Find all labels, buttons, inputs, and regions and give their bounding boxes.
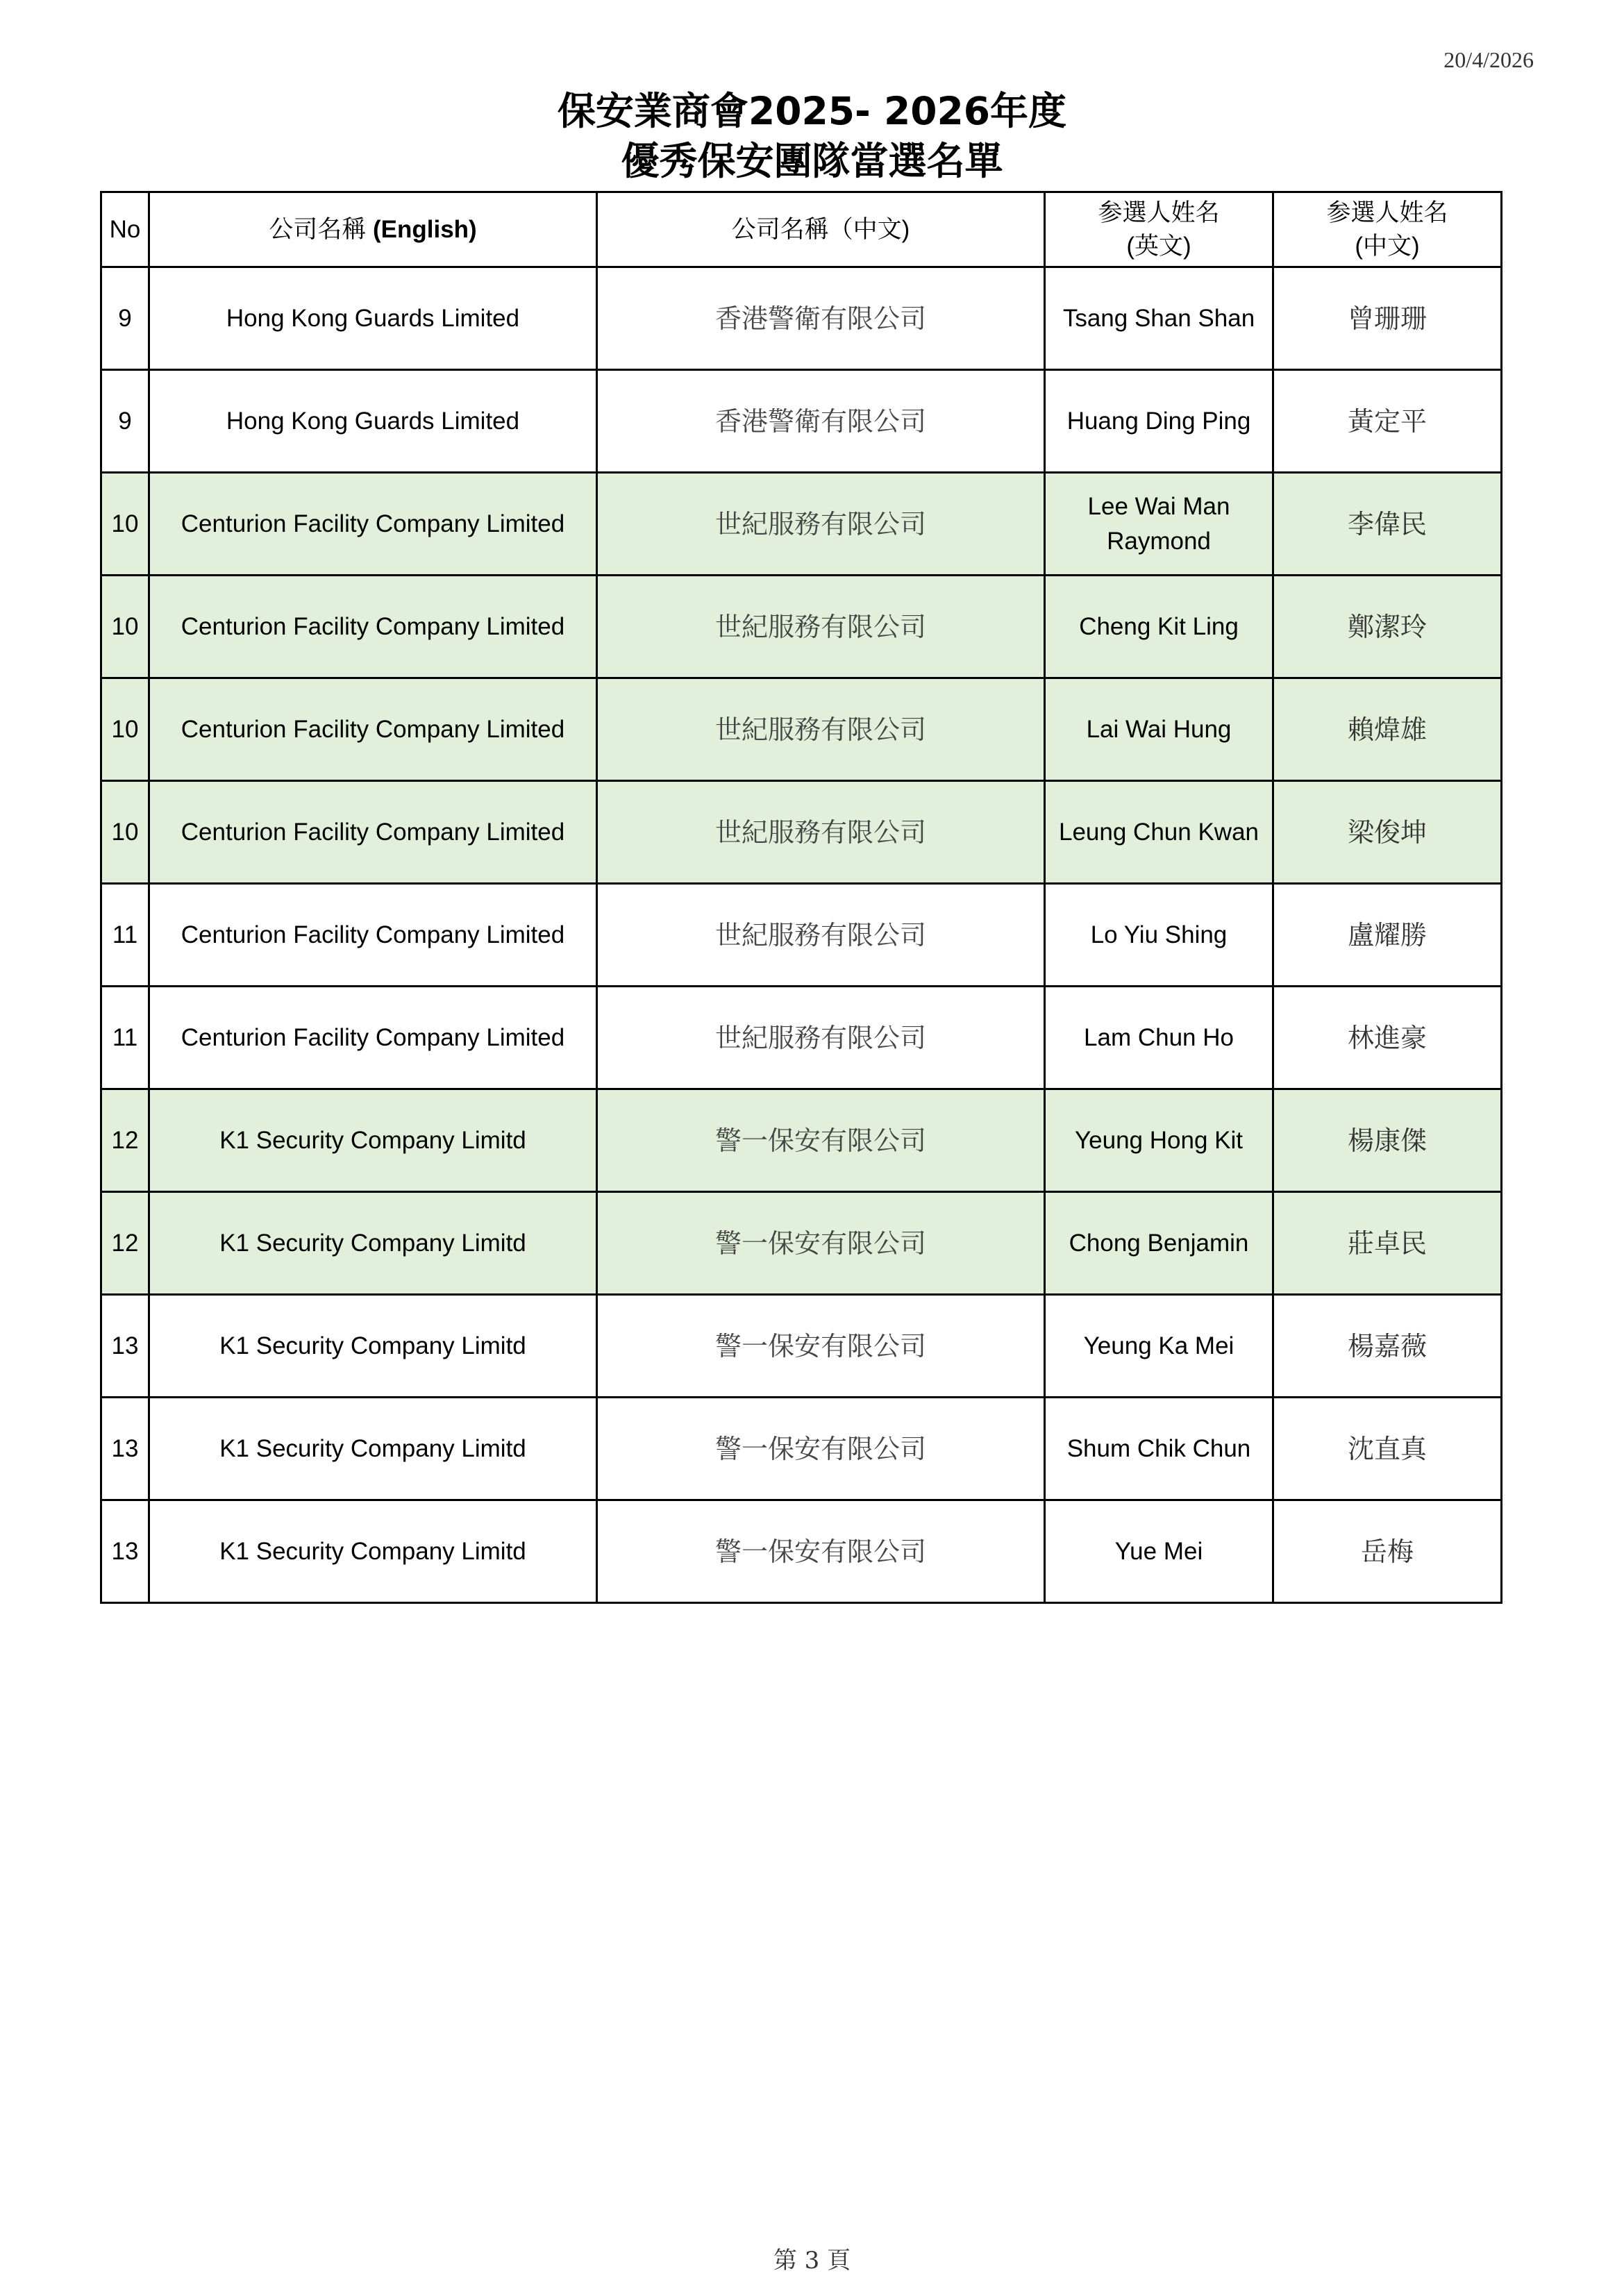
table-row	[101, 884, 1502, 987]
table-row	[101, 267, 1502, 370]
cell-name-en: Yeung Hong Kit	[1045, 1089, 1273, 1192]
cell-company-zh: 世紀服務有限公司	[597, 473, 1045, 576]
cell-name-en: Lam Chun Ho	[1045, 987, 1273, 1089]
document-title-line-1: 保安業商會2025- 2026年度	[557, 89, 1067, 133]
cell-company-zh: 香港警衛有限公司	[597, 267, 1045, 370]
header-company-en-suffix: (English)	[373, 215, 477, 243]
cell-name-en: Lo Yiu Shing	[1045, 884, 1273, 987]
table-row	[101, 1089, 1502, 1192]
table-row	[101, 473, 1502, 576]
cell-no: 12	[101, 1089, 149, 1192]
cell-no: 13	[101, 1295, 149, 1398]
header-company-en	[149, 192, 597, 267]
cell-company-zh: 警一保安有限公司	[597, 1295, 1045, 1398]
header-company-zh: 公司名稱（中文)	[597, 192, 1045, 267]
table-header-row	[101, 192, 1502, 267]
cell-name-en: Lai Wai Hung	[1045, 678, 1273, 781]
cell-company-en: Centurion Facility Company Limited	[149, 781, 597, 884]
header-no: No	[101, 192, 149, 267]
cell-name-zh: 盧耀勝	[1273, 884, 1502, 987]
cell-company-zh: 世紀服務有限公司	[597, 884, 1045, 987]
table-row	[101, 781, 1502, 884]
cell-company-en: Centurion Facility Company Limited	[149, 884, 597, 987]
cell-no: 9	[101, 370, 149, 473]
cell-company-zh: 世紀服務有限公司	[597, 576, 1045, 678]
table-row	[101, 678, 1502, 781]
cell-no: 10	[101, 781, 149, 884]
header-name-zh-line-1: 参選人姓名	[1326, 199, 1448, 226]
table-row	[101, 987, 1502, 1089]
table-row	[101, 370, 1502, 473]
cell-company-zh: 警一保安有限公司	[597, 1398, 1045, 1500]
cell-name-en: Tsang Shan Shan	[1045, 267, 1273, 370]
header-name-en	[1045, 192, 1273, 267]
cell-name-en: Lee Wai Man Raymond	[1045, 473, 1273, 576]
table-row	[101, 1398, 1502, 1500]
cell-company-en: Centurion Facility Company Limited	[149, 987, 597, 1089]
cell-name-en: Yue Mei	[1045, 1500, 1273, 1603]
cell-name-zh: 楊嘉薇	[1273, 1295, 1502, 1398]
cell-name-zh: 賴煒雄	[1273, 678, 1502, 781]
cell-name-en: Cheng Kit Ling	[1045, 576, 1273, 678]
header-name-en-line-2: (英文)	[1126, 232, 1191, 260]
cell-no: 13	[101, 1398, 149, 1500]
cell-no: 11	[101, 987, 149, 1089]
cell-no: 10	[101, 576, 149, 678]
cell-company-en: Centurion Facility Company Limited	[149, 576, 597, 678]
table-row	[101, 1500, 1502, 1603]
cell-company-zh: 警一保安有限公司	[597, 1089, 1045, 1192]
cell-name-en: Leung Chun Kwan	[1045, 781, 1273, 884]
header-name-en-line-1: 参選人姓名	[1098, 199, 1220, 226]
cell-company-en: K1 Security Company Limitd	[149, 1398, 597, 1500]
document-title-line-2: 優秀保安團隊當選名單	[621, 139, 1003, 183]
cell-name-zh: 曾珊珊	[1273, 267, 1502, 370]
cell-no: 12	[101, 1192, 149, 1295]
cell-company-en: K1 Security Company Limitd	[149, 1192, 597, 1295]
cell-company-zh: 警一保安有限公司	[597, 1500, 1045, 1603]
table-row	[101, 1295, 1502, 1398]
cell-name-zh: 莊卓民	[1273, 1192, 1502, 1295]
cell-name-zh: 鄭潔玲	[1273, 576, 1502, 678]
cell-name-en: Shum Chik Chun	[1045, 1398, 1273, 1500]
cell-company-en: K1 Security Company Limitd	[149, 1295, 597, 1398]
cell-company-zh: 世紀服務有限公司	[597, 678, 1045, 781]
cell-company-zh: 世紀服務有限公司	[597, 987, 1045, 1089]
header-name-zh-line-2: (中文)	[1355, 232, 1420, 260]
cell-no: 10	[101, 678, 149, 781]
page-number: 第 3 頁	[773, 2247, 851, 2274]
table-row	[101, 1192, 1502, 1295]
cell-name-zh: 楊康傑	[1273, 1089, 1502, 1192]
cell-name-zh: 李偉民	[1273, 473, 1502, 576]
cell-company-en: Hong Kong Guards Limited	[149, 370, 597, 473]
cell-company-en: Hong Kong Guards Limited	[149, 267, 597, 370]
cell-company-en: Centurion Facility Company Limited	[149, 678, 597, 781]
cell-no: 10	[101, 473, 149, 576]
cell-company-en: K1 Security Company Limitd	[149, 1089, 597, 1192]
cell-company-en: Centurion Facility Company Limited	[149, 473, 597, 576]
document-date: 20/4/2026	[1443, 47, 1534, 72]
cell-company-zh: 世紀服務有限公司	[597, 781, 1045, 884]
table-row	[101, 576, 1502, 678]
cell-name-zh: 沈直真	[1273, 1398, 1502, 1500]
winners-table	[100, 191, 1502, 1604]
cell-no: 11	[101, 884, 149, 987]
cell-name-zh: 梁俊坤	[1273, 781, 1502, 884]
cell-name-en: Huang Ding Ping	[1045, 370, 1273, 473]
cell-name-en: Yeung Ka Mei	[1045, 1295, 1273, 1398]
cell-company-zh: 香港警衛有限公司	[597, 370, 1045, 473]
cell-name-zh: 黃定平	[1273, 370, 1502, 473]
cell-company-en: K1 Security Company Limitd	[149, 1500, 597, 1603]
header-company-en-prefix: 公司名稱	[269, 215, 373, 243]
cell-name-en: Chong Benjamin	[1045, 1192, 1273, 1295]
header-name-zh	[1273, 192, 1502, 267]
cell-name-zh: 岳梅	[1273, 1500, 1502, 1603]
cell-no: 13	[101, 1500, 149, 1603]
cell-company-zh: 警一保安有限公司	[597, 1192, 1045, 1295]
cell-name-zh: 林進豪	[1273, 987, 1502, 1089]
cell-no: 9	[101, 267, 149, 370]
